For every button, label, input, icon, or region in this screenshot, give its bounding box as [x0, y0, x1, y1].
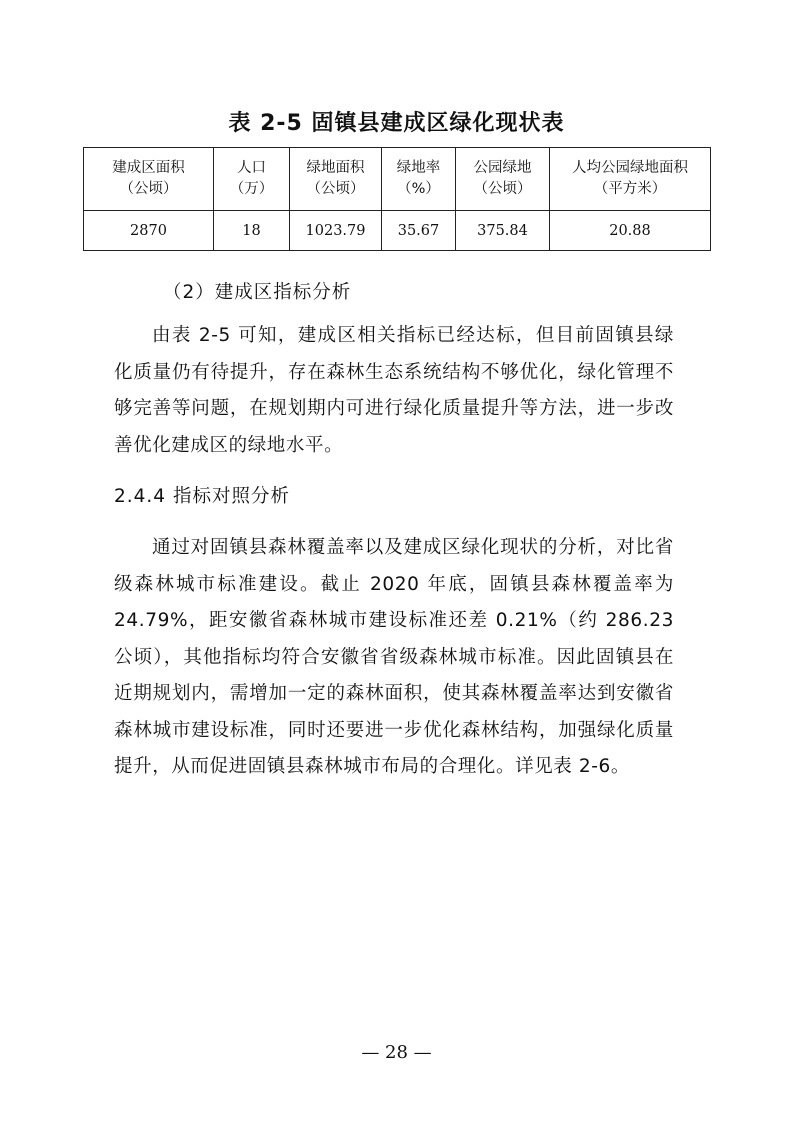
header-per-capita-park: 人均公园绿地面积 （平方米）	[550, 148, 711, 211]
greening-status-table	[83, 147, 711, 251]
header-green-area: 绿地面积 （公顷）	[290, 148, 382, 211]
paragraph-2: 通过对固镇县森林覆盖率以及建成区绿化现状的分析，对比省级森林城市标准建设。截止 2020 年底，固镇县森林覆盖率为 24.79%，距安徽省森林城市建设标准还差 0.21%（约 286.23 公顷），其他指标均符合安徽省省级森林城市标准。因此固镇县在近期规划内，需增加一定的森林面积，使其森林覆盖率达到安徽省森林城市建设标准，同时还要进一步优化森林结构，加强绿化质量提升，从而促进固镇县森林城市布局的合理化。详见表 2-6。	[114, 537, 674, 777]
cell-green-rate: 35.67	[382, 211, 456, 251]
table-header-row	[84, 148, 711, 211]
section-heading: 2.4.4 指标对照分析	[114, 486, 290, 507]
header-population: 人口 （万）	[214, 148, 290, 211]
cell-green-area: 1023.79	[290, 211, 382, 251]
cell-built-area: 2870	[84, 211, 214, 251]
table-title: 表 2-5 固镇县建成区绿化现状表	[228, 111, 565, 136]
cell-per-capita-park: 20.88	[550, 211, 711, 251]
paragraph-1: 由表 2-5 可知，建成区相关指标已经达标，但目前固镇县绿化质量仍有待提升，存在森林生态系统结构不够优化，绿化管理不够完善等问题，在规划期内可进行绿化质量提升等方法，进一步改善优化建成区的绿地水平。	[114, 325, 674, 456]
cell-population: 18	[214, 211, 290, 251]
header-built-area: 建成区面积 （公顷）	[84, 148, 214, 211]
page-number: — 28 —	[361, 1042, 432, 1063]
header-green-rate: 绿地率 （%）	[382, 148, 456, 211]
subheading: （2）建成区指标分析	[163, 282, 352, 303]
table-row	[84, 211, 711, 251]
header-park-green: 公园绿地 （公顷）	[456, 148, 550, 211]
cell-park-green: 375.84	[456, 211, 550, 251]
